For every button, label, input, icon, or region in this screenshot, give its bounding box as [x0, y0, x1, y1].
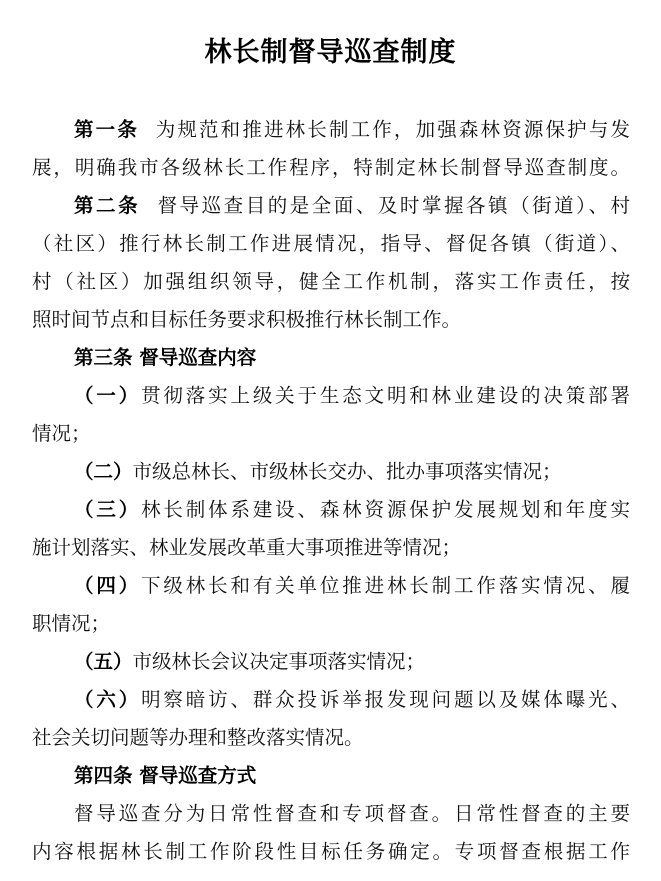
document-title: 林长制督导巡查制度: [204, 37, 457, 68]
article-2-line-4: 照时间节点和目标任务要求积极推行林长制工作。: [32, 308, 462, 331]
article-3-item-3-line-2: 施计划落实、林业发展改革重大事项推进等情况；: [32, 536, 462, 559]
article-1-label: 第一条: [74, 118, 139, 141]
article-4-line-2: 内容根据林长制工作阶段性目标任务确定。专项督查根据工作: [32, 840, 630, 863]
article-4-line-1: 督导巡查分为日常性督查和专项督查。日常性督查的主要: [74, 802, 630, 825]
article-3-item-2-line-1: （二）市级总林长、市级林长交办、批办事项落实情况；: [74, 460, 562, 483]
article-3-item-6-line-1: （六）明察暗访、群众投诉举报发现问题以及媒体曝光、: [74, 688, 630, 711]
article-3-item-3-line-1: （三）林长制体系建设、森林资源保护发展规划和年度实: [74, 498, 630, 521]
article-2-line-2: （社区）推行林长制工作进展情况，指导、督促各镇（街道）、: [32, 232, 630, 255]
article-3-item-4-line-1: （四）下级林长和有关单位推进林长制工作落实情况、履: [74, 574, 630, 597]
article-2-label: 第二条: [74, 194, 141, 217]
article-1-line-1: 第一条 为规范和推进林长制工作，加强森林资源保护与发: [74, 118, 630, 141]
article-3-heading: 第三条 督导巡查内容: [74, 346, 257, 369]
article-3-item-4-line-2: 职情况；: [32, 612, 111, 635]
article-3-item-5-line-1: （五）市级林长会议决定事项落实情况；: [74, 650, 426, 673]
article-2-line-1: 第二条 督导巡查目的是全面、及时掌握各镇（街道）、村: [74, 194, 630, 217]
article-2-line-3: 村（社区）加强组织领导，健全工作机制，落实工作责任，按: [32, 270, 630, 293]
article-3-item-1-line-1: （一）贯彻落实上级关于生态文明和林业建设的决策部署: [74, 384, 630, 407]
article-3-item-6-line-2: 社会关切问题等办理和整改落实情况。: [32, 726, 364, 749]
article-1-line-2: 展，明确我市各级林长工作程序，特制定林长制督导巡查制度。: [32, 156, 630, 179]
article-3-item-1-line-2: 情况；: [32, 422, 91, 445]
article-4-heading: 第四条 督导巡查方式: [74, 764, 257, 787]
